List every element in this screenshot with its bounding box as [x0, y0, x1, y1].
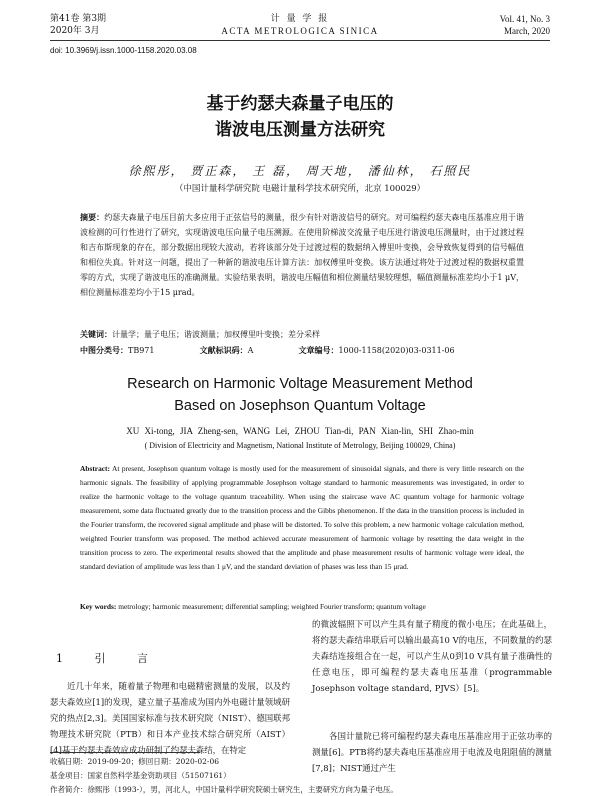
intro-left-paragraph: 近几十年来，随着量子物理和电磁精密测量的发展，以及约瑟夫森效应[1]的发现，建立量子基准成为国内外电磁计量领域研究的热点[2,3]。美国国家标准与技术研究院（NIST）、德国联邦物理技术研究院（PTB）和日本产业技术综合研究所（AIST）[4]基于约瑟夫森效应成功研制了约瑟夫森结，在特定	[50, 681, 290, 755]
article-no-value: 1000-1158(2020)03-0311-06	[338, 346, 455, 355]
footnote-received: 收稿日期：2019-09-20；修回日期：2020-02-06	[50, 757, 219, 766]
title-en-line2: Based on Josephson Quantum Voltage	[174, 398, 426, 414]
abstract-en-label: Abstract:	[80, 464, 110, 473]
clc-label: 中图分类号：	[80, 345, 128, 355]
title-en-line1: Research on Harmonic Voltage Measurement Method	[127, 376, 473, 392]
authors-en: XU Xi-tong, JIA Zheng-sen, WANG Lei, ZHOU Tian-di, PAN Xian-lin, SHI Zhao-min	[126, 426, 474, 436]
header-journal-cn: 计 量 学 报	[270, 14, 330, 24]
keywords-cn-text: 计量学；量子电压；谐波测量；加权傅里叶变换；差分采样	[112, 330, 320, 339]
footnote-fund: 基金项目：国家自然科学基金资助项目（51507161）	[50, 771, 231, 780]
keywords-cn	[80, 328, 524, 341]
abstract-cn-text: 约瑟夫森量子电压目前大多应用于正弦信号的测量，很少有针对谐波信号的研究。对可编程约瑟夫森电压基准应用于谐波检测的可行性进行了研究，实现谐波电压向量子电压溯源。在使用阶梯波交流量子电压进行谐波电压测量时，由于过渡过程和吉布斯现象的存在，部分数据出现较大波动，若将该部分处于过渡过程的数据纳入傅里叶变换，会导致恢复得到的信号幅值和相位失真。针对这一问题，提出了一种新的谐波电压计算方法：加权傅里叶变换。该方法通过将处于过渡过程的数据权重置零的方式，实现了谐波电压的准确测量。实验结果表明，谐波电压幅值和相位测量结果较理想，幅值测量标准差均小于1 μV，相位测量标准差均小于15 μrad。	[80, 213, 525, 297]
keywords-en-label: Key words:	[80, 602, 117, 611]
header-volume-en: Vol. 41, No. 3	[499, 14, 550, 24]
header-volume-cn: 第41卷 第3期	[50, 14, 107, 24]
header-date-cn: 2020年 3月	[50, 26, 100, 36]
section-heading-introduction: 1 引 言	[56, 652, 162, 665]
keywords-en	[80, 600, 524, 614]
doc-code-label: 文献标识码：	[199, 345, 248, 355]
article-no-label: 文章编号：	[298, 345, 339, 355]
abstract-en	[80, 462, 524, 574]
doc-code-value: A	[247, 346, 254, 355]
abstract-cn	[80, 210, 524, 300]
classification-cn	[80, 344, 524, 357]
affiliation-cn: （中国计量科学研究院 电磁计量科学技术研究所，北京 100029）	[174, 184, 426, 194]
header-rule	[50, 40, 550, 41]
abstract-en-text: At present, Josephson quantum voltage is mostly used for the measurement of sinusoidal signals, and there is very little research on the harmonic signals. The feasibility of applying programmable Josephson voltage standard to harmonic measurements was investigated, in order to realize the harmonic voltage to the voltage quantum traceability. When using the staircase wave AC quantum voltage for harmonic voltage measurement, some data fluctuated greatly due to the transition process and the Gibbs phenomenon. If the data in the transition process is included in the Fourier transform, the recovered signal amplitude and phase will be distorted. To solve this problem, a new harmonic voltage calculation method, weighted Fourier transform was proposed. The method achieved accurate measurement of harmonic voltage by resetting the data weight in the transition process to zero. The experimental results showed that the amplitude and phase measurement results of harmonic voltage were ideal, the standard deviation of amplitude was less than 1 μV, and the standard deviation of phases was less than 15 μrad.	[80, 464, 524, 571]
keywords-en-text: metrology; harmonic measurement; differential sampling; weighted Fourier transform; quantum voltage	[118, 602, 426, 611]
abstract-cn-label: 摘要：	[80, 212, 105, 222]
keywords-cn-label: 关键词：	[80, 329, 112, 339]
footnote-rule	[50, 752, 200, 753]
title-cn-line2: 谐波电压测量方法研究	[215, 120, 385, 140]
header-date-en: March, 2020	[504, 26, 550, 36]
title-cn-line1: 基于约瑟夫森量子电压的	[206, 94, 394, 114]
header-journal-en: ACTA METROLOGICA SINICA	[221, 26, 379, 36]
authors-cn: 徐熙彤， 贾正森， 王 磊， 周天地， 潘仙林， 石照民	[128, 164, 472, 178]
clc-value: TB971	[128, 346, 155, 355]
intro-right-paragraph-1: 的微波辐照下可以产生具有量子精度的微小电压；在此基础上，将约瑟夫森结串联后可以输出最高10 V的电压，不同数量的约瑟夫森结连接组合在一起，可以产生从0到10 V具有量子准确性的任意电压，即可编程约瑟夫森电压基准（programmable Josephson voltage standard, PJVS）[5]。	[312, 619, 552, 693]
intro-right-paragraph-2: 各国计量院已将可编程约瑟夫森电压基准应用于正弦功率的测量[6]。PTB将约瑟夫森电压基准应用于电流及电阻阻值的测量[7,8]；NIST通过产生	[312, 731, 552, 773]
doi: doi: 10.3969/j.issn.1000-1158.2020.03.08	[50, 46, 197, 55]
affiliation-en: ( Division of Electricity and Magnetism, National Institute of Metrology, Beijing 100029, China)	[144, 441, 456, 450]
footnote-author: 作者简介：徐熙彤（1993-），男，河北人，中国计量科学研究院硕士研究生，主要研究方向为量子电压。	[50, 785, 398, 794]
